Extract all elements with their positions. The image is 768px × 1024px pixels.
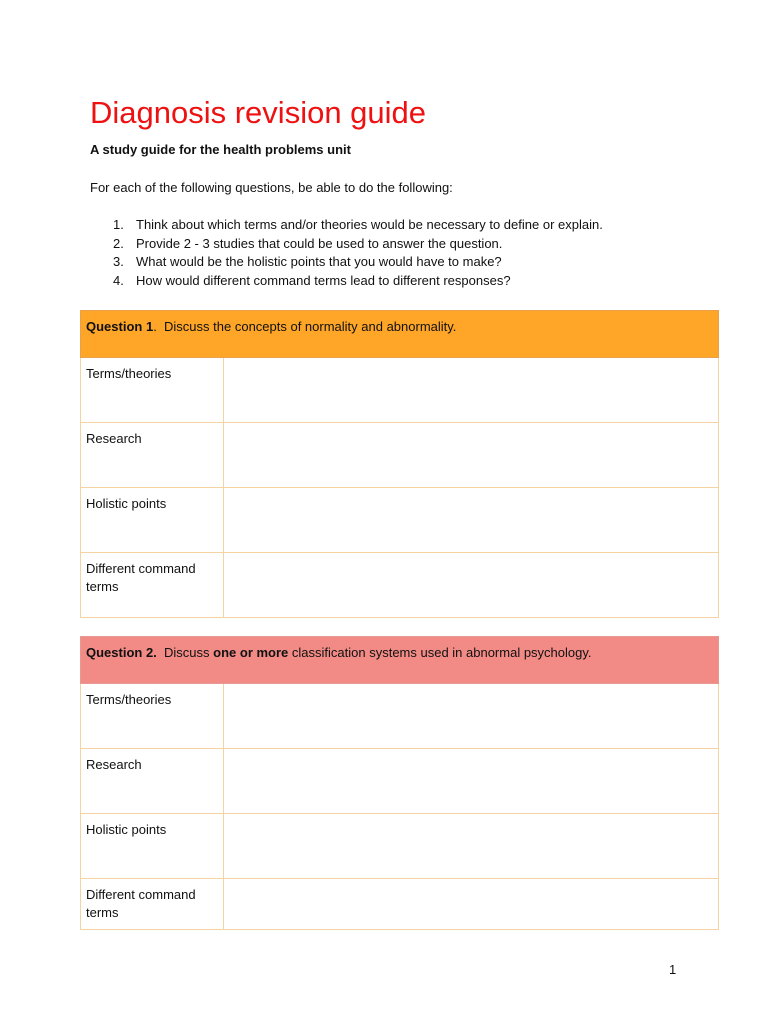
table-row: [81, 423, 719, 488]
table-row: [81, 879, 719, 930]
intro-text: For each of the following questions, be able to do the following:: [90, 180, 453, 195]
list-item: [90, 272, 603, 291]
list-item-text: Provide 2 - 3 studies that could be used to answer the question.: [136, 235, 503, 251]
question-label: Question 2.: [86, 645, 157, 660]
list-item: [90, 216, 603, 235]
list-item-number: 4.: [113, 272, 124, 288]
question-2-header: [81, 637, 719, 684]
instruction-list: [90, 216, 603, 290]
question-1-header: [81, 311, 719, 358]
answer-cell-holistic[interactable]: [224, 488, 719, 553]
question-label: Question 1: [86, 319, 154, 334]
page-number: 1: [669, 962, 677, 977]
page-subtitle: A study guide for the health problems unit: [90, 142, 351, 157]
list-item-number: 3.: [113, 254, 124, 269]
answer-cell-terms[interactable]: [224, 358, 719, 423]
question-2-table: [80, 636, 719, 930]
answer-cell-terms[interactable]: [224, 684, 719, 749]
table-row: [81, 749, 719, 814]
row-label-command-terms: Different command terms: [81, 879, 224, 930]
row-label-research: Research: [81, 423, 224, 488]
table-row: [81, 684, 719, 749]
question-1-header-cell: [81, 311, 719, 358]
row-label-holistic: Holistic points: [81, 488, 224, 553]
question-2-header-cell: [81, 637, 719, 684]
row-label-terms: Terms/theories: [81, 684, 224, 749]
list-item: [90, 235, 603, 254]
page-title: Diagnosis revision guide: [90, 95, 427, 130]
question-1-table: [80, 310, 719, 618]
row-label-research: Research: [81, 749, 224, 814]
answer-cell-command-terms[interactable]: [224, 879, 719, 930]
table-row: [81, 488, 719, 553]
list-item-text: Think about which terms and/or theories would be necessary to define or explain.: [136, 217, 603, 232]
list-item: [90, 253, 603, 272]
list-item-number: 2.: [113, 235, 124, 251]
list-item-text: How would different command terms lead to different responses?: [136, 272, 511, 288]
table-row: [81, 814, 719, 879]
row-label-terms: Terms/theories: [81, 358, 224, 423]
answer-cell-research[interactable]: [224, 423, 719, 488]
question-text-emphasis: one or more: [213, 645, 289, 660]
answer-cell-command-terms[interactable]: [224, 553, 719, 618]
question-label-suffix: .: [153, 319, 165, 334]
table-row: [81, 553, 719, 618]
table-row: [81, 358, 719, 423]
list-item-number: 1.: [113, 217, 124, 232]
answer-cell-research[interactable]: [224, 749, 719, 814]
question-text: Discuss the concepts of normality and abnormality.: [164, 319, 457, 334]
list-item-text: What would be the holistic points that you would have to make?: [136, 254, 502, 269]
answer-cell-holistic[interactable]: [224, 814, 719, 879]
row-label-holistic: Holistic points: [81, 814, 224, 879]
question-text: Discuss: [164, 645, 214, 660]
question-label-suffix: [157, 645, 164, 660]
row-label-command-terms: Different command terms: [81, 553, 224, 618]
question-text-end: classification systems used in abnormal psychology.: [288, 645, 592, 660]
